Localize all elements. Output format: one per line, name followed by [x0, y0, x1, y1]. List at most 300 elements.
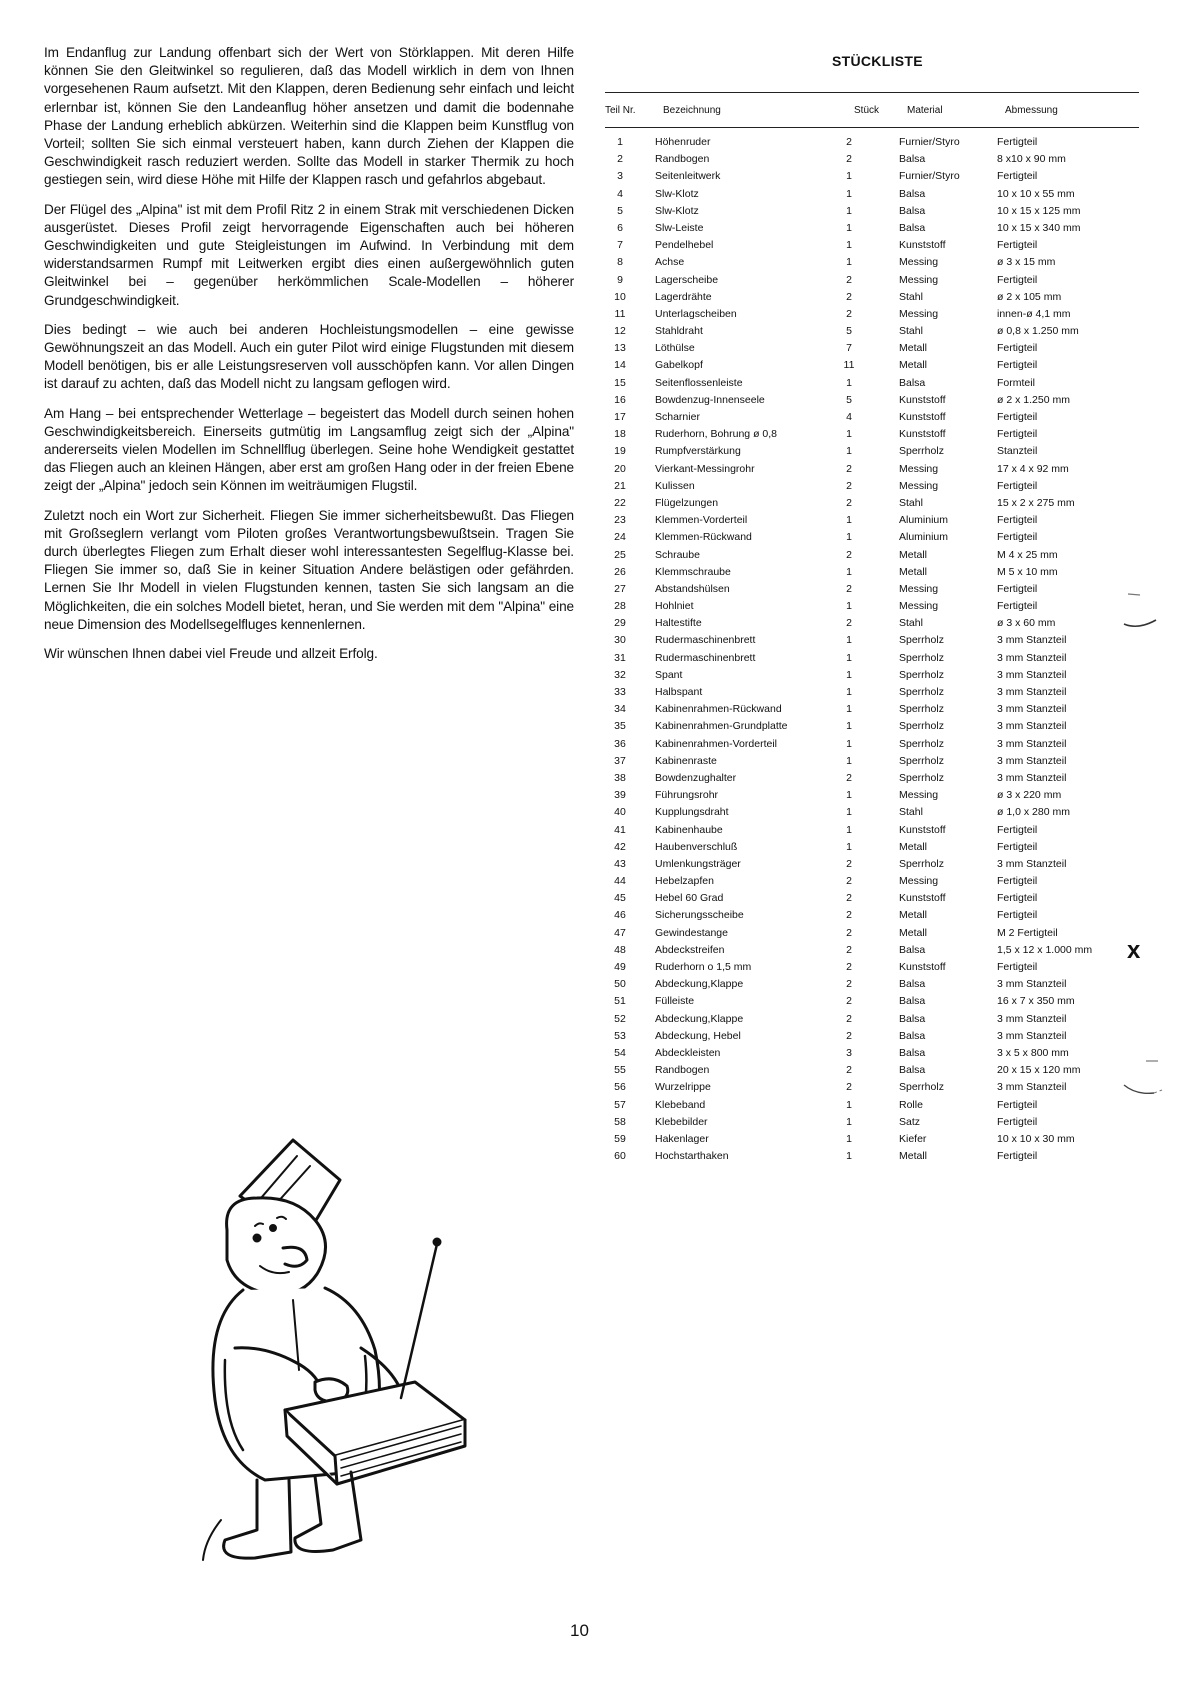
part-quantity: 1 [846, 754, 852, 767]
part-name: Umlenkungsträger [655, 857, 741, 870]
part-dimension: Fertigteil [997, 428, 1038, 441]
table-row [605, 478, 1139, 495]
part-name: Abdeckleisten [655, 1046, 721, 1059]
part-name: Unterlagscheiben [655, 307, 737, 320]
part-number: 39 [614, 789, 626, 802]
body-text [44, 44, 574, 674]
table-row [605, 443, 1139, 460]
part-number: 2 [617, 153, 623, 166]
part-name: Klemmschraube [655, 565, 731, 578]
part-name: Slw-Klotz [655, 204, 699, 217]
table-row [605, 787, 1139, 804]
table-row [605, 547, 1139, 564]
part-dimension: Fertigteil [997, 479, 1038, 492]
part-dimension: 3 mm Stanzteil [997, 857, 1067, 870]
part-name: Führungsrohr [655, 789, 719, 802]
part-dimension: 3 mm Stanzteil [997, 771, 1067, 784]
part-quantity: 2 [846, 273, 852, 286]
part-name: Haltestifte [655, 617, 702, 630]
part-dimension: 10 x 10 x 55 mm [997, 187, 1075, 200]
table-row [605, 942, 1139, 959]
part-material: Sperrholz [899, 857, 944, 870]
table-row [605, 684, 1139, 701]
part-quantity: 1 [846, 703, 852, 716]
part-number: 32 [614, 668, 626, 681]
part-number: 14 [614, 359, 626, 372]
part-quantity: 3 [846, 1046, 852, 1059]
part-dimension: M 2 Fertigteil [997, 926, 1058, 939]
part-dimension: Fertigteil [997, 582, 1038, 595]
part-name: Klebebilder [655, 1115, 708, 1128]
part-name: Gewindestange [655, 926, 728, 939]
part-name: Lagerdrähte [655, 290, 712, 303]
part-dimension: 3 mm Stanzteil [997, 1029, 1067, 1042]
paragraph: Zuletzt noch ein Wort zur Sicherheit. Fliegen Sie immer sicherheitsbewußt. Das Fliegen mit Großseglern verlangt vom Piloten großes Verantwortungsbewußtsein. Tragen Sie durch überlegtes Fliegen zum Erhalt dieser wohl interessantesten Segelflug-Klasse bei. Fliegen Sie immer so, daß Sie in keiner Situation Andere belästigen oder gefährden. Lernen Sie Ihr Modell in vielen Flugstunden kennen, tasten Sie sich langsam an die Möglichkeiten, die ein solches Modell bietet, heran, und Sie werden mit dem "Alpina" eine neue Dimension des Modellsegelfluges kennenlernen. [44, 507, 574, 632]
part-number: 15 [614, 376, 626, 389]
part-material: Sperrholz [899, 1081, 944, 1094]
part-number: 49 [614, 961, 626, 973]
part-number: 35 [614, 720, 626, 733]
part-number: 56 [614, 1081, 626, 1094]
part-name: Haubenverschluß [655, 840, 738, 853]
part-number: 44 [614, 875, 626, 888]
part-dimension: M 5 x 10 mm [997, 565, 1058, 578]
table-row [605, 959, 1139, 976]
part-quantity: 1 [846, 686, 852, 698]
paragraph: Am Hang – bei entsprechender Wetterlage – begeistert das Modell durch seinen hohen Geschwindigkeitsbereich. Einerseits gutmütig im Langsamflug zeigt sich der „Alpina" andererseits vielen Modellen im Schnellflug überlegen. Seine hohe Wendigkeit gestattet das Fliegen auch an kleinen Hängen, aber erst am großen Hang oder in der freien Ebene zeigt der „Alpina" jedoch sein Können im weiträumigen Flugstil. [44, 405, 574, 494]
table-row [605, 306, 1139, 323]
part-material: Metall [899, 909, 928, 922]
part-quantity: 5 [846, 325, 852, 338]
part-quantity: 2 [846, 496, 852, 509]
part-material: Metall [899, 926, 928, 939]
part-dimension: 15 x 2 x 275 mm [997, 496, 1075, 509]
part-number: 28 [614, 600, 626, 613]
part-material: Kunststoff [899, 239, 946, 252]
table-row [605, 220, 1139, 237]
table-row [605, 873, 1139, 890]
part-number: 55 [614, 1064, 626, 1077]
part-dimension: ø 1,0 x 280 mm [997, 806, 1070, 819]
part-name: Seitenflossenleiste [655, 376, 743, 389]
table-row [605, 186, 1139, 203]
part-dimension: 16 x 7 x 350 mm [997, 995, 1075, 1008]
part-name: Slw-Klotz [655, 187, 699, 200]
part-material: Balsa [899, 1029, 926, 1042]
part-name: Kabinenrahmen-Rückwand [655, 703, 782, 716]
part-quantity: 1 [846, 239, 852, 252]
part-material: Sperrholz [899, 771, 944, 784]
part-material: Sperrholz [899, 720, 944, 733]
part-dimension: 3 mm Stanzteil [997, 651, 1067, 664]
part-name: Achse [655, 256, 685, 269]
part-name: Randbogen [655, 1064, 710, 1077]
part-quantity: 2 [846, 926, 852, 939]
page-number: 10 [570, 1621, 589, 1640]
part-number: 41 [614, 823, 626, 836]
part-dimension: Fertigteil [997, 840, 1038, 853]
part-material: Rolle [899, 1098, 923, 1111]
part-dimension: 20 x 15 x 120 mm [997, 1064, 1081, 1077]
paragraph: Wir wünschen Ihnen dabei viel Freude und allzeit Erfolg. [44, 646, 378, 662]
part-quantity: 1 [846, 634, 852, 647]
part-number: 38 [614, 771, 626, 784]
part-material: Kunststoff [899, 393, 946, 406]
part-name: Randbogen [655, 153, 710, 166]
table-row [605, 426, 1139, 443]
part-quantity: 1 [846, 1098, 852, 1111]
part-material: Kunststoff [899, 823, 946, 836]
part-name: Spant [655, 668, 683, 681]
part-number: 52 [614, 1012, 626, 1025]
table-row [605, 667, 1139, 684]
part-material: Satz [899, 1115, 921, 1128]
part-dimension: 3 x 5 x 800 mm [997, 1046, 1069, 1059]
part-name: Kabinenraste [655, 754, 717, 767]
part-material: Messing [899, 875, 939, 888]
part-number: 50 [614, 978, 626, 991]
part-name: Abdeckung,Klappe [655, 978, 744, 991]
part-name: Rudermaschinenbrett [655, 651, 756, 664]
part-number: 6 [617, 221, 623, 234]
part-material: Metall [899, 840, 928, 853]
part-dimension: 3 mm Stanzteil [997, 737, 1067, 750]
part-quantity: 2 [846, 909, 852, 922]
part-dimension: 3 mm Stanzteil [997, 686, 1067, 698]
part-quantity: 1 [846, 565, 852, 578]
part-dimension: 1,5 x 12 x 1.000 mm [997, 943, 1093, 956]
part-quantity: 1 [846, 204, 852, 217]
table-row [605, 890, 1139, 907]
table-row [605, 203, 1139, 220]
part-name: Hakenlager [655, 1132, 709, 1145]
part-number: 59 [614, 1132, 626, 1145]
part-dimension: 8 x10 x 90 mm [997, 153, 1066, 166]
part-quantity: 1 [846, 187, 852, 200]
part-number: 46 [614, 909, 626, 922]
part-quantity: 2 [846, 307, 852, 320]
part-dimension: Fertigteil [997, 273, 1038, 286]
part-name: Schraube [655, 548, 700, 561]
part-material: Sperrholz [899, 737, 944, 750]
part-quantity: 1 [846, 668, 852, 681]
part-quantity: 2 [846, 1012, 852, 1025]
part-quantity: 2 [846, 462, 852, 475]
part-material: Kunststoff [899, 411, 946, 423]
part-quantity: 2 [846, 995, 852, 1008]
part-name: Halbspant [655, 686, 703, 698]
part-quantity: 7 [846, 342, 852, 355]
part-dimension: Fertigteil [997, 823, 1038, 836]
table-row [605, 736, 1139, 753]
header-name: Bezeichnung [663, 105, 721, 116]
part-dimension: Fertigteil [997, 961, 1038, 973]
part-quantity: 2 [846, 479, 852, 492]
part-material: Sperrholz [899, 668, 944, 681]
table-row [605, 392, 1139, 409]
table-row [605, 632, 1139, 649]
part-dimension: Fertigteil [997, 875, 1038, 888]
part-dimension: ø 3 x 220 mm [997, 789, 1062, 802]
part-quantity: 2 [846, 857, 852, 870]
part-material: Stahl [899, 806, 923, 819]
paragraph: Der Flügel des „Alpina" ist mit dem Profil Ritz 2 in einem Strak mit verschiedenen Dicken ausgerüstet. Dieses Profil zeigt hervorragende Eigenschaften auch bei höheren Geschwindigkeiten und gute Steigleistungen im Aufwind. In Verbindung mit dem widerstandsarmen Rumpf mit Leitwerken ergibt dies einen außergewöhnlich guten Gleitwinkel bei – gegenüber herkömmlichen Scale-Modellen – höherer Grundgeschwindigkeit. [44, 201, 574, 308]
part-dimension: Fertigteil [997, 600, 1038, 613]
part-name: Hebelzapfen [655, 875, 714, 888]
part-number: 48 [614, 943, 626, 956]
part-number: 26 [614, 565, 626, 578]
part-quantity: 2 [846, 136, 852, 148]
part-quantity: 2 [846, 617, 852, 630]
part-dimension: 3 mm Stanzteil [997, 978, 1067, 991]
part-name: Löthülse [655, 342, 695, 355]
part-material: Stahl [899, 496, 923, 509]
table-row [605, 409, 1139, 426]
part-quantity: 2 [846, 892, 852, 905]
part-dimension: 10 x 15 x 125 mm [997, 204, 1081, 217]
part-material: Balsa [899, 943, 926, 956]
part-material: Stahl [899, 617, 923, 630]
part-dimension: Fertigteil [997, 1150, 1038, 1163]
part-dimension: 3 mm Stanzteil [997, 634, 1067, 647]
part-name: Scharnier [655, 411, 700, 423]
part-material: Sperrholz [899, 686, 944, 698]
part-number: 47 [614, 926, 626, 939]
header-qty: Stück [854, 105, 880, 116]
part-material: Furnier/Styro [899, 170, 960, 183]
part-name: Kabinenhaube [655, 823, 723, 836]
part-material: Messing [899, 462, 939, 475]
table-row [605, 168, 1139, 185]
part-material: Metall [899, 548, 928, 561]
table-row [605, 237, 1139, 254]
part-name: Rudermaschinenbrett [655, 634, 756, 647]
part-material: Aluminium [899, 514, 949, 527]
part-number: 21 [614, 479, 626, 492]
part-quantity: 2 [846, 153, 852, 166]
part-number: 54 [614, 1046, 626, 1059]
part-name: Stahldraht [655, 325, 703, 338]
part-material: Aluminium [899, 531, 949, 544]
table-row [605, 323, 1139, 340]
part-name: Abdeckung,Klappe [655, 1012, 744, 1025]
table-row [605, 976, 1139, 993]
part-name: Abdeckstreifen [655, 943, 725, 956]
part-number: 16 [614, 393, 626, 406]
part-name: Kabinenrahmen-Vorderteil [655, 737, 777, 750]
part-material: Sperrholz [899, 754, 944, 767]
table-row [605, 753, 1139, 770]
part-quantity: 1 [846, 445, 852, 458]
part-name: Seitenleitwerk [655, 170, 721, 183]
part-dimension: Fertigteil [997, 531, 1038, 544]
part-quantity: 1 [846, 514, 852, 527]
part-quantity: 1 [846, 1132, 852, 1145]
part-number: 58 [614, 1115, 626, 1128]
part-material: Sperrholz [899, 703, 944, 716]
table-row [605, 151, 1139, 168]
part-quantity: 1 [846, 256, 852, 269]
part-dimension: 3 mm Stanzteil [997, 720, 1067, 733]
part-dimension: ø 2 x 1.250 mm [997, 393, 1070, 406]
part-dimension: 3 mm Stanzteil [997, 668, 1067, 681]
part-number: 5 [617, 204, 623, 217]
part-dimension: Fertigteil [997, 170, 1038, 183]
part-number: 3 [617, 170, 623, 183]
part-material: Messing [899, 789, 939, 802]
part-quantity: 1 [846, 221, 852, 234]
part-dimension: Formteil [997, 376, 1035, 389]
part-dimension: Fertigteil [997, 892, 1038, 905]
table-row [605, 1045, 1139, 1062]
part-name: Vierkant-Messingrohr [655, 462, 755, 475]
part-number: 12 [614, 325, 626, 338]
part-quantity: 2 [846, 771, 852, 784]
part-quantity: 2 [846, 1081, 852, 1094]
part-material: Kiefer [899, 1132, 927, 1145]
part-name: Hebel 60 Grad [655, 892, 724, 905]
part-number: 17 [614, 411, 626, 423]
part-material: Balsa [899, 221, 926, 234]
part-number: 45 [614, 892, 626, 905]
part-quantity: 2 [846, 1064, 852, 1077]
table-row [605, 804, 1139, 821]
part-material: Kunststoff [899, 428, 946, 441]
table-row [605, 461, 1139, 478]
part-quantity: 1 [846, 720, 852, 733]
table-row [605, 289, 1139, 306]
part-number: 10 [614, 290, 626, 303]
part-name: Klebeband [655, 1098, 706, 1111]
part-name: Kupplungsdraht [655, 806, 729, 819]
part-material: Furnier/Styro [899, 136, 960, 148]
table-row [605, 822, 1139, 839]
part-dimension: Fertigteil [997, 342, 1038, 355]
table-rule-bottom [605, 127, 1139, 128]
part-material: Metall [899, 342, 928, 355]
part-dimension: 10 x 10 x 30 mm [997, 1132, 1075, 1145]
table-row [605, 564, 1139, 581]
part-name: Kabinenrahmen-Grundplatte [655, 720, 788, 733]
table-row [605, 839, 1139, 856]
table-row [605, 340, 1139, 357]
part-material: Messing [899, 307, 939, 320]
part-name: Fülleiste [655, 995, 695, 1008]
part-quantity: 1 [846, 806, 852, 819]
parts-list-title: STÜCKLISTE [832, 53, 923, 69]
part-material: Balsa [899, 995, 926, 1008]
part-number: 37 [614, 754, 626, 767]
part-material: Stahl [899, 325, 923, 338]
part-quantity: 2 [846, 582, 852, 595]
part-quantity: 1 [846, 823, 852, 836]
part-number: 31 [614, 651, 626, 664]
part-name: Hohlniet [655, 600, 694, 613]
part-name: Sicherungsscheibe [655, 909, 744, 922]
part-material: Metall [899, 565, 928, 578]
part-material: Sperrholz [899, 445, 944, 458]
part-number: 30 [614, 634, 626, 647]
table-row [605, 925, 1139, 942]
part-number: 11 [614, 307, 626, 320]
part-quantity: 1 [846, 531, 852, 544]
part-number: 60 [614, 1150, 626, 1163]
part-number: 57 [614, 1098, 626, 1111]
table-row [605, 512, 1139, 529]
table-row [605, 856, 1139, 873]
part-dimension: 3 mm Stanzteil [997, 754, 1067, 767]
table-row [605, 650, 1139, 667]
part-number: 29 [614, 617, 626, 630]
part-dimension: ø 2 x 105 mm [997, 290, 1062, 303]
part-number: 7 [617, 239, 623, 252]
part-dimension: 3 mm Stanzteil [997, 703, 1067, 716]
part-quantity: 11 [843, 359, 855, 372]
part-dimension: 10 x 15 x 340 mm [997, 221, 1081, 234]
parts-table [605, 134, 1139, 1165]
table-row [605, 1131, 1139, 1148]
part-quantity: 2 [846, 943, 852, 956]
table-row [605, 993, 1139, 1010]
part-name: Rumpfverstärkung [655, 445, 741, 458]
table-row [605, 1079, 1139, 1096]
table-row [605, 1097, 1139, 1114]
part-dimension: innen-ø 4,1 mm [997, 307, 1071, 320]
part-dimension: Fertigteil [997, 411, 1038, 423]
part-name: Klemmen-Rückwand [655, 531, 752, 544]
header-nr: Teil Nr. [605, 105, 636, 116]
part-name: Bowdenzughalter [655, 771, 737, 784]
table-row [605, 272, 1139, 289]
table-row [605, 598, 1139, 615]
part-number: 36 [614, 737, 626, 750]
part-name: Höhenruder [655, 136, 711, 148]
part-quantity: 1 [846, 600, 852, 613]
part-dimension: ø 0,8 x 1.250 mm [997, 325, 1079, 338]
part-material: Balsa [899, 1012, 926, 1025]
pencil-mark [1118, 1055, 1168, 1115]
part-quantity: 2 [846, 875, 852, 888]
table-row [605, 134, 1139, 151]
paragraph: Im Endanflug zur Landung offenbart sich der Wert von Störklappen. Mit deren Hilfe können Sie den Gleitwinkel so regulieren, daß das Modell wirklich in dem von Ihnen vorgesehenen Raum aufsetzt. Mit den Klappen, deren Bedienung sehr einfach und leicht erlernbar ist, können Sie den Landeanflug höher ansetzen und damit die bodennahe Phase der Landung erheblich abkürzen. Weiterhin sind die Klappen beim Kunstflug von Vorteil; sollten Sie sich einmal versteuert haben, kann durch Ziehen der Klappen die Geschwindigkeit rasch reduziert werden. Sollte das Modell in starker Thermik zu hoch gestiegen sein, wird diese Höhe mit Hilfe der Klappen rasch und gefahrlos abgebaut. [44, 45, 574, 188]
part-quantity: 5 [846, 393, 852, 406]
part-material: Messing [899, 600, 939, 613]
part-material: Balsa [899, 187, 926, 200]
part-number: 40 [614, 806, 626, 819]
part-quantity: 1 [846, 376, 852, 389]
part-number: 4 [617, 187, 623, 200]
part-number: 27 [614, 582, 626, 595]
table-row [605, 357, 1139, 374]
part-number: 1 [617, 136, 623, 148]
pilot-illustration [165, 1120, 485, 1580]
part-dimension: 3 mm Stanzteil [997, 1012, 1067, 1025]
part-number: 43 [614, 857, 626, 870]
part-dimension: Fertigteil [997, 1098, 1038, 1111]
part-dimension: 3 mm Stanzteil [997, 1081, 1067, 1094]
part-quantity: 1 [846, 651, 852, 664]
part-quantity: 1 [846, 170, 852, 183]
part-quantity: 1 [846, 840, 852, 853]
part-material: Kunststoff [899, 892, 946, 905]
part-dimension: Fertigteil [997, 514, 1038, 527]
part-name: Pendelhebel [655, 239, 714, 252]
table-row [605, 1028, 1139, 1045]
part-name: Wurzelrippe [655, 1081, 711, 1094]
part-number: 53 [614, 1029, 626, 1042]
table-row [605, 1114, 1139, 1131]
part-quantity: 1 [846, 737, 852, 750]
